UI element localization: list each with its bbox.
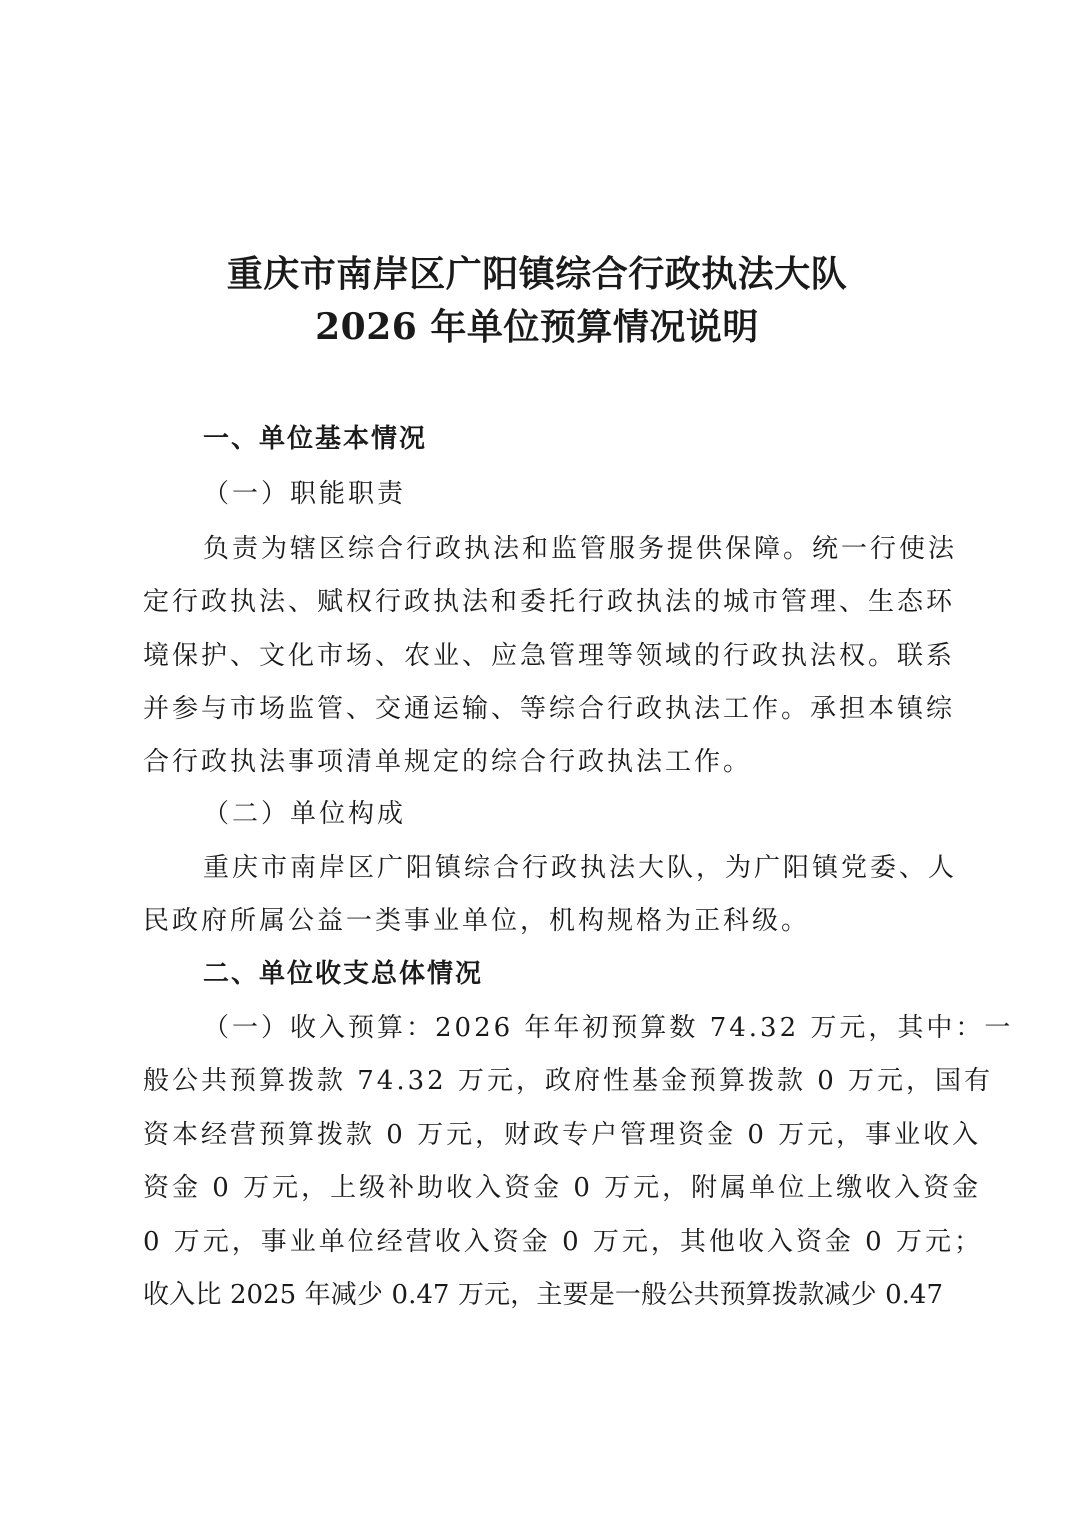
paragraph-line: 境保护、文化市场、农业、应急管理等领域的行政执法权。联系 xyxy=(143,641,956,671)
document-title-line2: 2026 年单位预算情况说明 xyxy=(315,306,759,348)
paragraph-line: 负责为辖区综合行政执法和监管服务提供保障。统一行使法 xyxy=(203,534,958,564)
paragraph-line: 重庆市南岸区广阳镇综合行政执法大队，为广阳镇党委、人 xyxy=(203,853,958,883)
paragraph-line: 收入比 2025 年减少 0.47 万元，主要是一般公共预算拨款减少 0.47 xyxy=(143,1280,943,1310)
section-heading: 一、单位基本情况 xyxy=(203,424,428,454)
paragraph-line: 0 万元，事业单位经营收入资金 0 万元，其他收入资金 0 万元； xyxy=(143,1227,983,1257)
subsection-heading: （二）单位构成 xyxy=(203,799,407,829)
paragraph-line: 资金 0 万元，上级补助收入资金 0 万元，附属单位上缴收入资金 xyxy=(143,1173,982,1203)
paragraph-line: 资本经营预算拨款 0 万元，财政专户管理资金 0 万元，事业收入 xyxy=(143,1120,982,1150)
paragraph-line: （一）收入预算：2026 年年初预算数 74.32 万元，其中：一 xyxy=(203,1013,1014,1043)
section-heading: 二、单位收支总体情况 xyxy=(203,959,484,989)
paragraph-line: 定行政执法、赋权行政执法和委托行政执法的城市管理、生态环 xyxy=(143,587,956,617)
subsection-heading: （一）职能职责 xyxy=(203,479,407,509)
paragraph-line: 合行政执法事项清单规定的综合行政执法工作。 xyxy=(143,747,753,777)
paragraph-line: 民政府所属公益一类事业单位，机构规格为正科级。 xyxy=(143,906,811,936)
paragraph-line: 并参与市场监管、交通运输、等综合行政执法工作。承担本镇综 xyxy=(143,694,956,724)
paragraph-line: 般公共预算拨款 74.32 万元，政府性基金预算拨款 0 万元，国有 xyxy=(143,1066,994,1096)
document-title-line1: 重庆市南岸区广阳镇综合行政执法大队 xyxy=(226,253,848,295)
